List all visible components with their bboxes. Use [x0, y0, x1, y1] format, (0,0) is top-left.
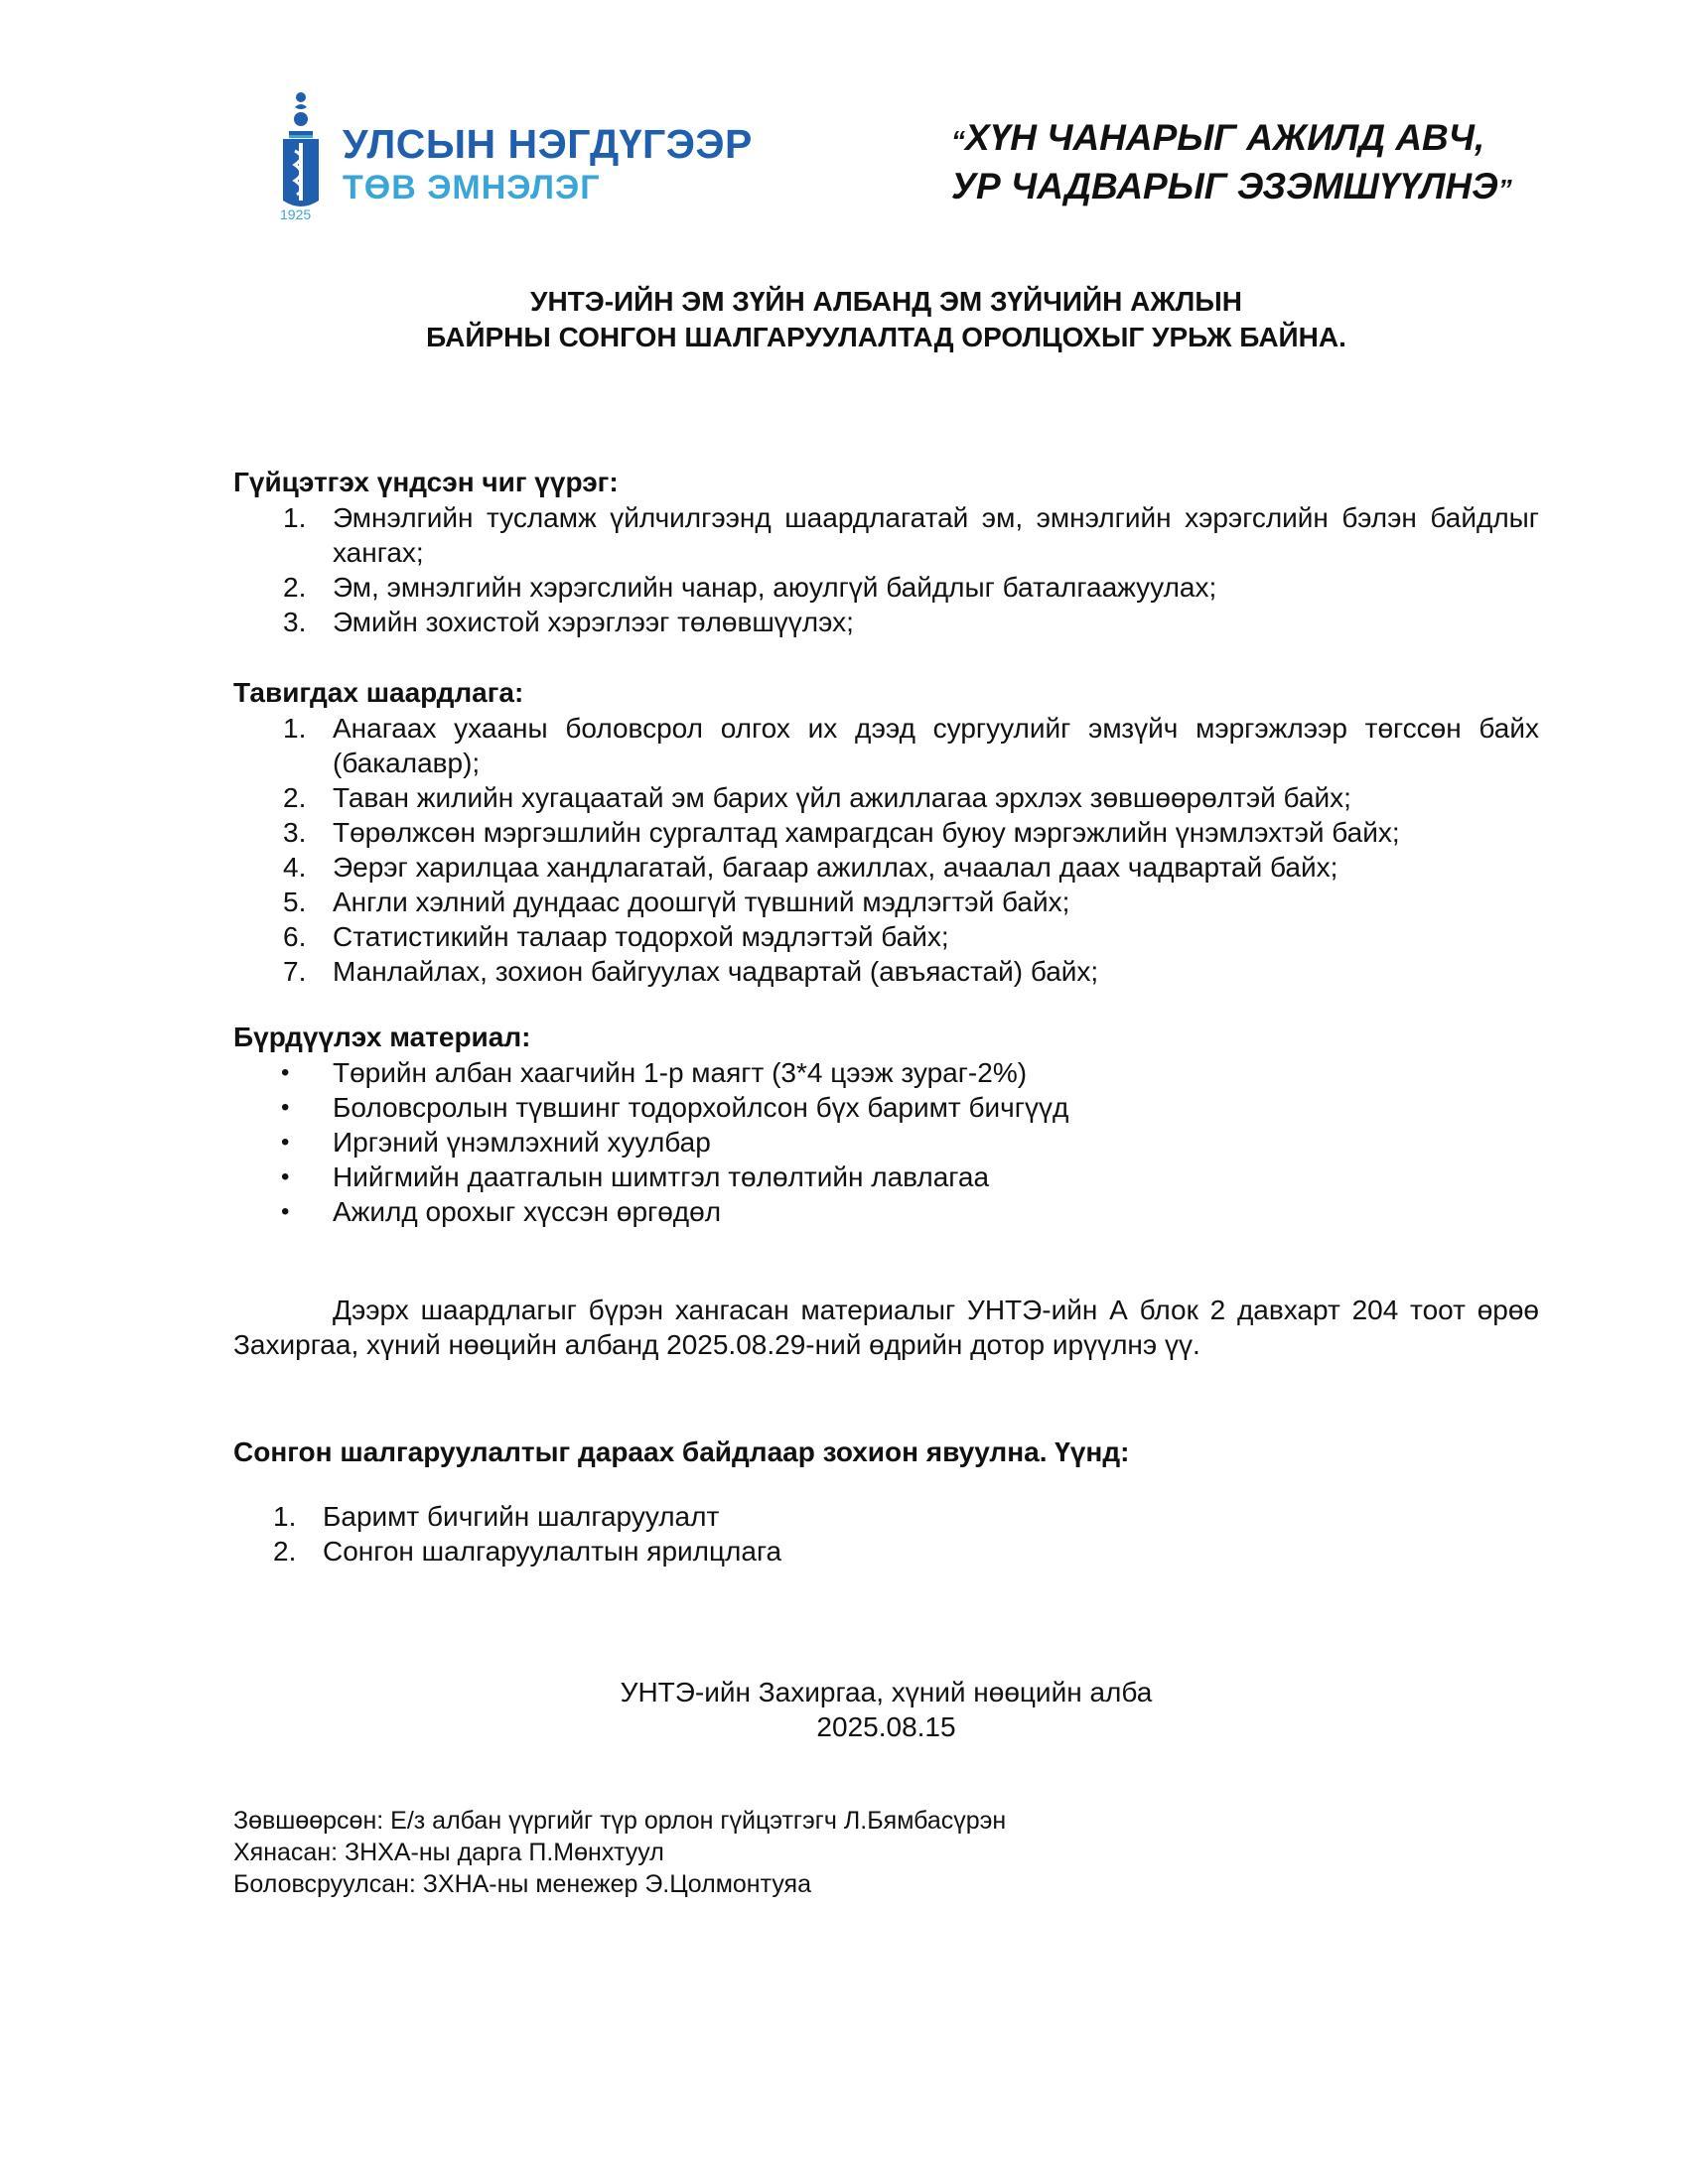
item-text: Иргэний үнэмлэхний хуулбар	[333, 1127, 711, 1158]
list-item	[233, 1194, 1539, 1229]
bullet-icon: •	[281, 1129, 290, 1156]
slogan-close-quote: ”	[1497, 174, 1512, 205]
item-number: 2.	[283, 782, 307, 813]
item-number: 5.	[283, 887, 307, 917]
item-number: 1.	[273, 1501, 297, 1532]
approvals-block	[233, 1805, 1539, 1900]
slogan-line-2-text: УР ЧАДВАРЫГ ЭЗЭМШҮҮЛНЭ	[951, 166, 1498, 206]
item-number: 3.	[283, 817, 307, 848]
list-item	[233, 711, 1539, 780]
logo-subtitle: ТӨВ ЭМНЭЛЭГ	[343, 169, 601, 206]
list-item	[233, 1090, 1539, 1125]
approval-line: Боловсруулсан: ЗХНА-ны менежер Э.Цолмонтуяа	[233, 1870, 811, 1898]
item-text: Нийгмийн даатгалын шимтгэл төлөлтийн лавлагаа	[333, 1161, 990, 1192]
item-number: 1.	[283, 713, 307, 744]
list-item	[233, 954, 1539, 989]
list-item	[233, 605, 1539, 639]
slogan-line-1	[951, 115, 1587, 164]
bullet-icon: •	[281, 1094, 290, 1121]
submission-paragraph	[233, 1293, 1539, 1362]
signature-office: УНТЭ-ийн Захиргаа, хүний нөөцийн алба	[620, 1677, 1153, 1707]
item-text: Статистикийн талаар тодорхой мэдлэгтэй байх;	[333, 921, 949, 952]
item-text: Эерэг харилцаа хандлагатай, багаар ажиллах, ачаалал даах чадвартай байх;	[333, 852, 1338, 883]
duties-list	[233, 500, 1539, 639]
item-number: 1.	[283, 502, 307, 533]
item-text: Таван жилийн хугацаатай эм барих үйл ажиллагаа эрхлэх зөвшөөрөлтэй байх;	[333, 782, 1351, 813]
item-text: Төрийн албан хаагчийн 1-р маягт (3*4 цээж зураг-2%)	[333, 1057, 1028, 1088]
item-number: 4.	[283, 852, 307, 883]
logo-title: УЛСЫН НЭГДҮГЭЭР	[343, 121, 753, 167]
item-text: Анагаах ухааны боловсрол олгох их дээд сургуулийг эмзүйч мэргэжлээр төгссөн байх (бакалавр);	[333, 713, 1539, 778]
materials-heading: Бүрдүүлэх материал:	[233, 1022, 531, 1052]
list-item	[233, 1160, 1539, 1194]
bullet-icon: •	[281, 1163, 290, 1190]
item-text: Англи хэлний дундаас доошгүй түвшний мэдлэгтэй байх;	[333, 887, 1070, 917]
slogan-line-1-text: ХҮН ЧАНАРЫГ АЖИЛД АВЧ,	[965, 117, 1485, 158]
submission-text: Дээрх шаардлагыг бүрэн хангасан материалыг УНТЭ-ийн А блок 2 давхарт 204 тоот өрөө Захиргаа, хүний нөөцийн албанд 2025.08.29-ний өдрийн дотор ирүүлнэ үү.	[233, 1295, 1539, 1360]
item-text: Ажилд орохыг хүссэн өргөдөл	[333, 1196, 722, 1227]
materials-section	[233, 1020, 1539, 1229]
item-text: Эмнэлгийн тусламж үйлчилгээнд шаардлагатай эм, эмнэлгийн хэрэгслийн бэлэн байдлыг хангах;	[333, 502, 1539, 568]
title-line-2: БАЙРНЫ СОНГОН ШАЛГАРУУЛАЛТАД ОРОЛЦОХЫГ УРЬЖ БАЙНА.	[426, 322, 1346, 352]
approval-line: Зөвшөөрсөн: Е/з албан үүргийг түр орлон гүйцэтгэгч Л.Бямбасүрэн	[233, 1807, 1007, 1835]
list-item	[233, 1534, 1539, 1569]
signature-block	[233, 1675, 1539, 1744]
list-item	[233, 780, 1539, 815]
item-text: Эм, эмнэлгийн хэрэгслийн чанар, аюулгүй байдлыг баталгаажуулах;	[333, 572, 1217, 603]
materials-list	[233, 1055, 1539, 1229]
slogan-open-quote: “	[951, 125, 965, 156]
procedure-list	[233, 1499, 1539, 1569]
signature-date: 2025.08.15	[816, 1711, 956, 1742]
list-item	[233, 1055, 1539, 1090]
requirements-heading: Тавигдах шаардлага:	[233, 677, 524, 708]
list-item	[233, 885, 1539, 919]
bullet-icon: •	[281, 1198, 290, 1225]
requirements-list	[233, 711, 1539, 989]
requirements-section	[233, 675, 1539, 989]
item-text: Сонгон шалгаруулалтын ярилцлага	[323, 1536, 782, 1567]
hospital-logo	[273, 89, 753, 228]
item-number: 2.	[283, 572, 307, 603]
bullet-icon: •	[281, 1059, 290, 1086]
duties-heading: Гүйцэтгэх үндсэн чиг үүрэг:	[233, 467, 619, 497]
logo-year: 1925	[280, 206, 312, 222]
item-number: 7.	[283, 956, 307, 987]
duties-section	[233, 465, 1539, 639]
procedure-heading: Сонгон шалгаруулалтыг дараах байдлаар зохион явуулна. Үүнд:	[233, 1436, 1130, 1467]
list-item	[233, 815, 1539, 850]
document-title	[233, 284, 1539, 355]
title-line-1: УНТЭ-ИЙН ЭМ ЗҮЙН АЛБАНД ЭМ ЗҮЙЧИЙН АЖЛЫН	[530, 286, 1242, 317]
item-text: Эмийн зохистой хэрэглээг төлөвшүүлэх;	[333, 607, 854, 637]
item-text: Манлайлах, зохион байгуулах чадвартай (авъяастай) байх;	[333, 956, 1099, 987]
approval-line: Хянасан: ЗНХА-ны дарга П.Мөнхтуул	[233, 1839, 664, 1866]
slogan	[951, 115, 1587, 212]
list-item	[233, 1499, 1539, 1534]
list-item	[233, 1125, 1539, 1160]
procedure-section	[233, 1499, 1539, 1569]
list-item	[233, 919, 1539, 954]
list-item	[233, 850, 1539, 885]
item-text: Боловсролын түвшинг тодорхойлсон бүх баримт бичгүүд	[333, 1092, 1069, 1123]
list-item	[233, 500, 1539, 570]
list-item	[233, 570, 1539, 605]
slogan-line-2	[951, 164, 1587, 212]
item-number: 6.	[283, 921, 307, 952]
item-text: Баримт бичгийн шалгаруулалт	[323, 1501, 720, 1532]
item-number: 3.	[283, 607, 307, 637]
item-text: Төрөлжсөн мэргэшлийн сургалтад хамрагдсан буюу мэргэжлийн үнэмлэхтэй байх;	[333, 817, 1400, 848]
item-number: 2.	[273, 1536, 297, 1567]
